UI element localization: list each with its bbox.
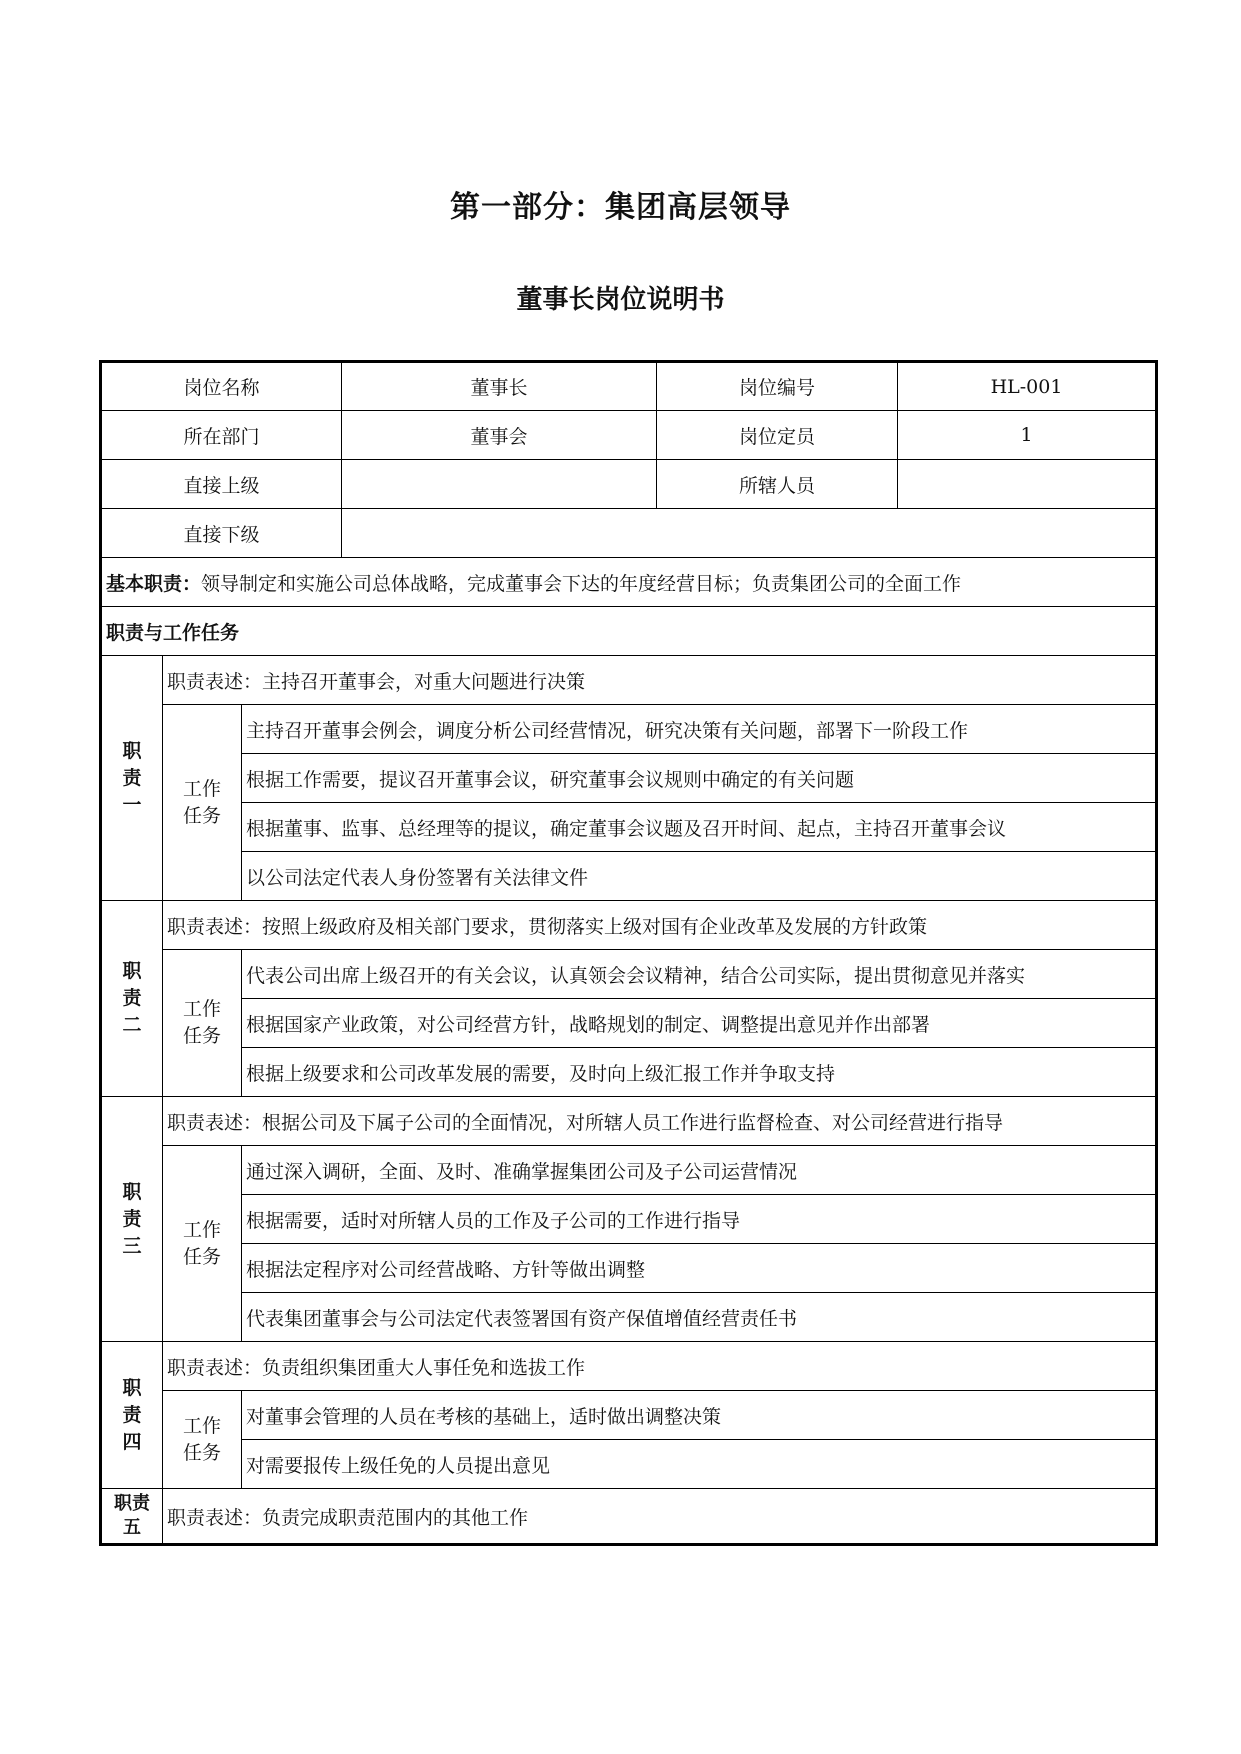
direct-reports-value [342,509,1157,558]
superior-value [342,460,657,509]
duty-2-task-3: 根据上级要求和公司改革发展的需要，及时向上级汇报工作并争取支持 [242,1048,1157,1097]
task-row [101,1244,1157,1293]
duty-3-desc: 职责表述：根据公司及下属子公司的全面情况，对所辖人员工作进行监督检查、对公司经营进行指导 [163,1097,1157,1146]
dept-value: 董事会 [342,411,657,460]
duty-3-number: 职 责 三 [101,1097,163,1342]
subordinates-value [898,460,1157,509]
headcount-value: 1 [898,411,1157,460]
info-row-4 [101,509,1157,558]
task-row [101,754,1157,803]
duty-3-task-1: 通过深入调研，全面、及时、准确掌握集团公司及子公司运营情况 [242,1146,1157,1195]
duty-2-number: 职 责 二 [101,901,163,1097]
duty-2-desc-row [101,901,1157,950]
basic-duty-row [101,558,1157,607]
duty-3-task-label: 工作 任务 [163,1146,242,1342]
duty-1-task-2: 根据工作需要，提议召开董事会议，研究董事会议规则中确定的有关问题 [242,754,1157,803]
doc-title: 董事长岗位说明书 [516,285,725,315]
task-row [101,999,1157,1048]
job-description-table [99,360,1158,1546]
duty-1-desc: 职责表述：主持召开董事会，对重大问题进行决策 [163,656,1157,705]
task-row [101,1391,1157,1440]
subordinates-label: 所辖人员 [657,460,898,509]
duty-4-desc-row [101,1342,1157,1391]
duty-3-task-3: 根据法定程序对公司经营战略、方针等做出调整 [242,1244,1157,1293]
duty-3-desc-row [101,1097,1157,1146]
duty-4-task-2: 对需要报传上级任免的人员提出意见 [242,1440,1157,1489]
duty-3-task-4: 代表集团董事会与公司法定代表签署国有资产保值增值经营责任书 [242,1293,1157,1342]
task-row [101,1195,1157,1244]
task-row [101,705,1157,754]
post-name-label: 岗位名称 [101,362,342,411]
duty-2-task-2: 根据国家产业政策，对公司经营方针，战略规划的制定、调整提出意见并作出部署 [242,999,1157,1048]
part-title: 第一部分：集团高层领导 [450,190,791,225]
duty-1-task-label: 工作 任务 [163,705,242,901]
task-row [101,803,1157,852]
duty-1-task-1: 主持召开董事会例会，调度分析公司经营情况，研究决策有关问题，部署下一阶段工作 [242,705,1157,754]
duty-2-task-label: 工作 任务 [163,950,242,1097]
duty-5-desc-row [101,1489,1157,1545]
info-row-1 [101,362,1157,411]
basic-duty-cell [101,558,1157,607]
superior-label: 直接上级 [101,460,342,509]
post-name-value: 董事长 [342,362,657,411]
info-row-2 [101,411,1157,460]
duty-4-task-1: 对董事会管理的人员在考核的基础上，适时做出调整决策 [242,1391,1157,1440]
duty-1-desc-row [101,656,1157,705]
duty-1-task-4: 以公司法定代表人身份签署有关法律文件 [242,852,1157,901]
basic-duty-label: 基本职责： [106,572,202,595]
post-code-label: 岗位编号 [657,362,898,411]
duty-4-desc: 职责表述：负责组织集团重大人事任免和选拔工作 [163,1342,1157,1391]
section-title-row [101,607,1157,656]
duty-2-desc: 职责表述：按照上级政府及相关部门要求，贯彻落实上级对国有企业改革及发展的方针政策 [163,901,1157,950]
section-title: 职责与工作任务 [101,607,1157,656]
task-row [101,950,1157,999]
task-row [101,1048,1157,1097]
duty-4-task-label: 工作 任务 [163,1391,242,1489]
duty-2-task-1: 代表公司出席上级召开的有关会议，认真领会会议精神，结合公司实际，提出贯彻意见并落实 [242,950,1157,999]
headcount-label: 岗位定员 [657,411,898,460]
direct-reports-label: 直接下级 [101,509,342,558]
duty-5-desc: 职责表述：负责完成职责范围内的其他工作 [163,1489,1157,1545]
dept-label: 所在部门 [101,411,342,460]
task-row [101,1146,1157,1195]
task-row [101,1440,1157,1489]
post-code-value: HL-001 [898,362,1157,411]
duty-1-task-3: 根据董事、监事、总经理等的提议，确定董事会议题及召开时间、起点，主持召开董事会议 [242,803,1157,852]
duty-4-number: 职 责 四 [101,1342,163,1489]
basic-duty-text: 领导制定和实施公司总体战略，完成董事会下达的年度经营目标；负责集团公司的全面工作 [201,572,962,595]
duty-5-number: 职责 五 [101,1489,163,1545]
task-row [101,1293,1157,1342]
duty-1-number: 职 责 一 [101,656,163,901]
info-row-3 [101,460,1157,509]
task-row [101,852,1157,901]
duty-3-task-2: 根据需要，适时对所辖人员的工作及子公司的工作进行指导 [242,1195,1157,1244]
